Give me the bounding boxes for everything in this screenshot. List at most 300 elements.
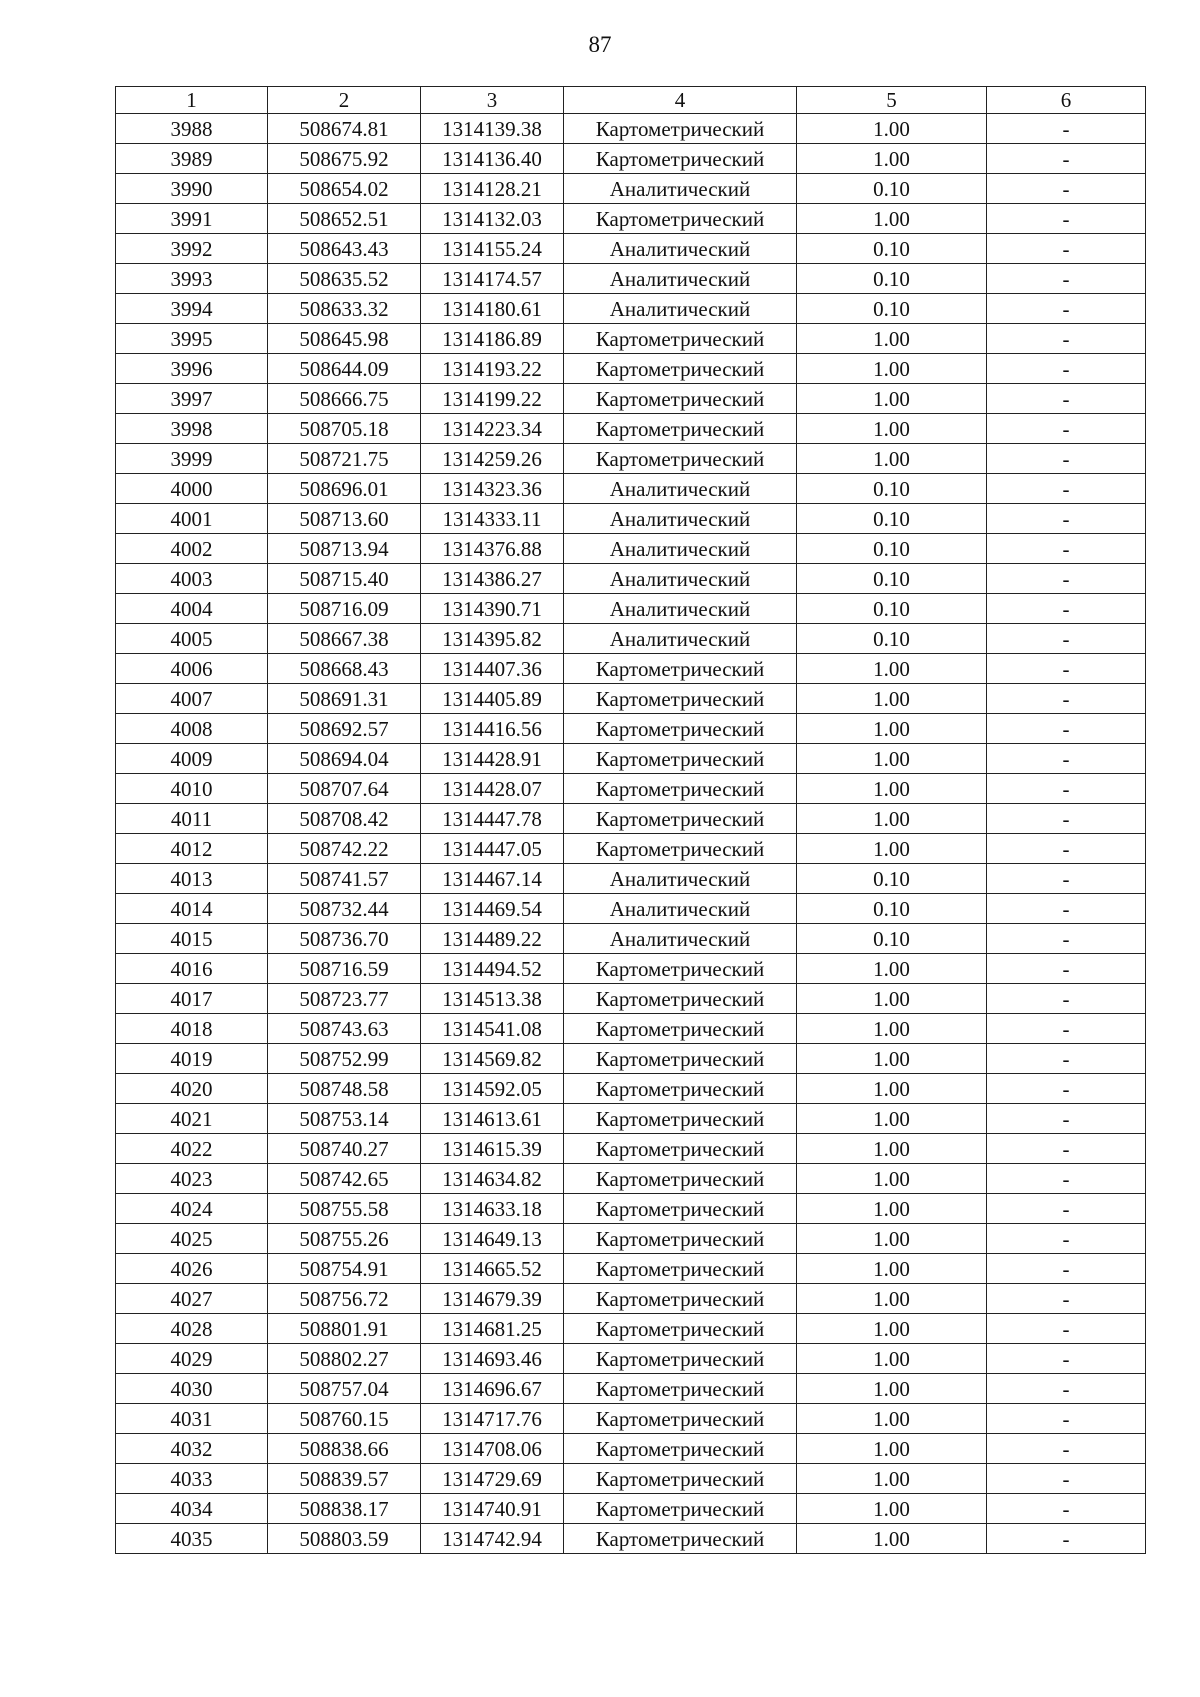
method-cell: Картометрический xyxy=(564,1434,797,1464)
table-row xyxy=(116,594,1146,624)
x-coordinate-cell: 508713.94 xyxy=(268,534,421,564)
method-cell: Аналитический xyxy=(564,294,797,324)
y-coordinate-cell: 1314405.89 xyxy=(421,684,564,714)
x-coordinate-cell: 508755.26 xyxy=(268,1224,421,1254)
method-cell: Картометрический xyxy=(564,834,797,864)
x-coordinate-cell: 508753.14 xyxy=(268,1104,421,1134)
method-cell: Картометрический xyxy=(564,1524,797,1554)
point-number-cell: 4035 xyxy=(116,1524,268,1554)
note-cell: - xyxy=(987,864,1146,894)
point-number-cell: 3990 xyxy=(116,174,268,204)
point-number-cell: 4000 xyxy=(116,474,268,504)
method-cell: Аналитический xyxy=(564,564,797,594)
y-coordinate-cell: 1314180.61 xyxy=(421,294,564,324)
method-cell: Картометрический xyxy=(564,954,797,984)
method-cell: Картометрический xyxy=(564,804,797,834)
column-header-6: 6 xyxy=(987,87,1146,114)
y-coordinate-cell: 1314132.03 xyxy=(421,204,564,234)
note-cell: - xyxy=(987,654,1146,684)
point-number-cell: 4022 xyxy=(116,1134,268,1164)
y-coordinate-cell: 1314469.54 xyxy=(421,894,564,924)
point-number-cell: 3993 xyxy=(116,264,268,294)
table-row xyxy=(116,744,1146,774)
x-coordinate-cell: 508633.32 xyxy=(268,294,421,324)
table-row xyxy=(116,684,1146,714)
accuracy-cell: 1.00 xyxy=(797,1044,987,1074)
point-number-cell: 4009 xyxy=(116,744,268,774)
y-coordinate-cell: 1314693.46 xyxy=(421,1344,564,1374)
y-coordinate-cell: 1314395.82 xyxy=(421,624,564,654)
table-row xyxy=(116,1194,1146,1224)
method-cell: Картометрический xyxy=(564,1464,797,1494)
x-coordinate-cell: 508716.09 xyxy=(268,594,421,624)
note-cell: - xyxy=(987,174,1146,204)
table-row xyxy=(116,114,1146,144)
table-row xyxy=(116,1314,1146,1344)
accuracy-cell: 1.00 xyxy=(797,144,987,174)
y-coordinate-cell: 1314136.40 xyxy=(421,144,564,174)
point-number-cell: 3997 xyxy=(116,384,268,414)
note-cell: - xyxy=(987,594,1146,624)
note-cell: - xyxy=(987,1014,1146,1044)
method-cell: Аналитический xyxy=(564,924,797,954)
table-row xyxy=(116,774,1146,804)
y-coordinate-cell: 1314428.07 xyxy=(421,774,564,804)
y-coordinate-cell: 1314569.82 xyxy=(421,1044,564,1074)
x-coordinate-cell: 508654.02 xyxy=(268,174,421,204)
point-number-cell: 4019 xyxy=(116,1044,268,1074)
note-cell: - xyxy=(987,774,1146,804)
method-cell: Картометрический xyxy=(564,1164,797,1194)
x-coordinate-cell: 508754.91 xyxy=(268,1254,421,1284)
table-row xyxy=(116,234,1146,264)
point-number-cell: 4014 xyxy=(116,894,268,924)
y-coordinate-cell: 1314174.57 xyxy=(421,264,564,294)
y-coordinate-cell: 1314259.26 xyxy=(421,444,564,474)
table-row xyxy=(116,564,1146,594)
point-number-cell: 4011 xyxy=(116,804,268,834)
accuracy-cell: 1.00 xyxy=(797,954,987,984)
x-coordinate-cell: 508666.75 xyxy=(268,384,421,414)
x-coordinate-cell: 508713.60 xyxy=(268,504,421,534)
note-cell: - xyxy=(987,294,1146,324)
y-coordinate-cell: 1314541.08 xyxy=(421,1014,564,1044)
method-cell: Аналитический xyxy=(564,624,797,654)
y-coordinate-cell: 1314223.34 xyxy=(421,414,564,444)
note-cell: - xyxy=(987,264,1146,294)
accuracy-cell: 1.00 xyxy=(797,1434,987,1464)
method-cell: Картометрический xyxy=(564,1284,797,1314)
method-cell: Аналитический xyxy=(564,264,797,294)
point-number-cell: 4027 xyxy=(116,1284,268,1314)
accuracy-cell: 1.00 xyxy=(797,1014,987,1044)
point-number-cell: 4016 xyxy=(116,954,268,984)
method-cell: Аналитический xyxy=(564,174,797,204)
accuracy-cell: 1.00 xyxy=(797,384,987,414)
accuracy-cell: 1.00 xyxy=(797,714,987,744)
y-coordinate-cell: 1314665.52 xyxy=(421,1254,564,1284)
y-coordinate-cell: 1314199.22 xyxy=(421,384,564,414)
note-cell: - xyxy=(987,1464,1146,1494)
y-coordinate-cell: 1314390.71 xyxy=(421,594,564,624)
point-number-cell: 3989 xyxy=(116,144,268,174)
y-coordinate-cell: 1314139.38 xyxy=(421,114,564,144)
method-cell: Картометрический xyxy=(564,1014,797,1044)
y-coordinate-cell: 1314513.38 xyxy=(421,984,564,1014)
accuracy-cell: 1.00 xyxy=(797,774,987,804)
note-cell: - xyxy=(987,324,1146,354)
y-coordinate-cell: 1314333.11 xyxy=(421,504,564,534)
method-cell: Картометрический xyxy=(564,684,797,714)
y-coordinate-cell: 1314407.36 xyxy=(421,654,564,684)
table-row xyxy=(116,1254,1146,1284)
accuracy-cell: 1.00 xyxy=(797,1254,987,1284)
method-cell: Картометрический xyxy=(564,114,797,144)
header-row xyxy=(116,87,1146,114)
y-coordinate-cell: 1314742.94 xyxy=(421,1524,564,1554)
x-coordinate-cell: 508760.15 xyxy=(268,1404,421,1434)
table-body xyxy=(116,114,1146,1554)
point-number-cell: 4003 xyxy=(116,564,268,594)
table-row xyxy=(116,1284,1146,1314)
accuracy-cell: 1.00 xyxy=(797,1224,987,1254)
accuracy-cell: 1.00 xyxy=(797,1404,987,1434)
accuracy-cell: 0.10 xyxy=(797,594,987,624)
y-coordinate-cell: 1314494.52 xyxy=(421,954,564,984)
accuracy-cell: 0.10 xyxy=(797,174,987,204)
accuracy-cell: 1.00 xyxy=(797,414,987,444)
point-number-cell: 4028 xyxy=(116,1314,268,1344)
point-number-cell: 3998 xyxy=(116,414,268,444)
point-number-cell: 4005 xyxy=(116,624,268,654)
table-row xyxy=(116,384,1146,414)
table-row xyxy=(116,714,1146,744)
note-cell: - xyxy=(987,954,1146,984)
point-number-cell: 4025 xyxy=(116,1224,268,1254)
note-cell: - xyxy=(987,234,1146,264)
x-coordinate-cell: 508748.58 xyxy=(268,1074,421,1104)
point-number-cell: 4004 xyxy=(116,594,268,624)
method-cell: Картометрический xyxy=(564,444,797,474)
point-number-cell: 4029 xyxy=(116,1344,268,1374)
method-cell: Картометрический xyxy=(564,1404,797,1434)
note-cell: - xyxy=(987,624,1146,654)
accuracy-cell: 1.00 xyxy=(797,444,987,474)
point-number-cell: 4001 xyxy=(116,504,268,534)
x-coordinate-cell: 508838.17 xyxy=(268,1494,421,1524)
table-row xyxy=(116,1134,1146,1164)
y-coordinate-cell: 1314323.36 xyxy=(421,474,564,504)
accuracy-cell: 1.00 xyxy=(797,1494,987,1524)
y-coordinate-cell: 1314376.88 xyxy=(421,534,564,564)
accuracy-cell: 0.10 xyxy=(797,234,987,264)
accuracy-cell: 0.10 xyxy=(797,504,987,534)
point-number-cell: 3999 xyxy=(116,444,268,474)
table-row xyxy=(116,444,1146,474)
note-cell: - xyxy=(987,1104,1146,1134)
x-coordinate-cell: 508708.42 xyxy=(268,804,421,834)
table-row xyxy=(116,1374,1146,1404)
method-cell: Картометрический xyxy=(564,1104,797,1134)
y-coordinate-cell: 1314729.69 xyxy=(421,1464,564,1494)
x-coordinate-cell: 508802.27 xyxy=(268,1344,421,1374)
x-coordinate-cell: 508801.91 xyxy=(268,1314,421,1344)
point-number-cell: 4032 xyxy=(116,1434,268,1464)
accuracy-cell: 1.00 xyxy=(797,1374,987,1404)
note-cell: - xyxy=(987,1494,1146,1524)
note-cell: - xyxy=(987,1134,1146,1164)
method-cell: Картометрический xyxy=(564,1044,797,1074)
method-cell: Картометрический xyxy=(564,1374,797,1404)
method-cell: Картометрический xyxy=(564,354,797,384)
accuracy-cell: 1.00 xyxy=(797,684,987,714)
method-cell: Картометрический xyxy=(564,204,797,234)
point-number-cell: 4034 xyxy=(116,1494,268,1524)
point-number-cell: 4015 xyxy=(116,924,268,954)
table-row xyxy=(116,864,1146,894)
y-coordinate-cell: 1314649.13 xyxy=(421,1224,564,1254)
method-cell: Аналитический xyxy=(564,504,797,534)
x-coordinate-cell: 508692.57 xyxy=(268,714,421,744)
accuracy-cell: 1.00 xyxy=(797,1134,987,1164)
table-row xyxy=(116,1104,1146,1134)
accuracy-cell: 1.00 xyxy=(797,744,987,774)
note-cell: - xyxy=(987,1314,1146,1344)
note-cell: - xyxy=(987,1074,1146,1104)
note-cell: - xyxy=(987,1284,1146,1314)
y-coordinate-cell: 1314681.25 xyxy=(421,1314,564,1344)
x-coordinate-cell: 508668.43 xyxy=(268,654,421,684)
table-row xyxy=(116,954,1146,984)
point-number-cell: 4023 xyxy=(116,1164,268,1194)
point-number-cell: 4006 xyxy=(116,654,268,684)
x-coordinate-cell: 508723.77 xyxy=(268,984,421,1014)
y-coordinate-cell: 1314717.76 xyxy=(421,1404,564,1434)
table-row xyxy=(116,354,1146,384)
method-cell: Картометрический xyxy=(564,714,797,744)
x-coordinate-cell: 508756.72 xyxy=(268,1284,421,1314)
note-cell: - xyxy=(987,144,1146,174)
column-header-2: 2 xyxy=(268,87,421,114)
note-cell: - xyxy=(987,444,1146,474)
y-coordinate-cell: 1314428.91 xyxy=(421,744,564,774)
note-cell: - xyxy=(987,744,1146,774)
table-row xyxy=(116,144,1146,174)
note-cell: - xyxy=(987,1404,1146,1434)
x-coordinate-cell: 508644.09 xyxy=(268,354,421,384)
note-cell: - xyxy=(987,1524,1146,1554)
accuracy-cell: 0.10 xyxy=(797,924,987,954)
x-coordinate-cell: 508694.04 xyxy=(268,744,421,774)
method-cell: Картометрический xyxy=(564,744,797,774)
note-cell: - xyxy=(987,504,1146,534)
point-number-cell: 3994 xyxy=(116,294,268,324)
accuracy-cell: 1.00 xyxy=(797,204,987,234)
table-row xyxy=(116,504,1146,534)
method-cell: Картометрический xyxy=(564,1074,797,1104)
table-row xyxy=(116,204,1146,234)
method-cell: Картометрический xyxy=(564,144,797,174)
y-coordinate-cell: 1314193.22 xyxy=(421,354,564,384)
point-number-cell: 4030 xyxy=(116,1374,268,1404)
point-number-cell: 3991 xyxy=(116,204,268,234)
point-number-cell: 4020 xyxy=(116,1074,268,1104)
y-coordinate-cell: 1314613.61 xyxy=(421,1104,564,1134)
point-number-cell: 4033 xyxy=(116,1464,268,1494)
method-cell: Картометрический xyxy=(564,1254,797,1284)
accuracy-cell: 1.00 xyxy=(797,1344,987,1374)
y-coordinate-cell: 1314679.39 xyxy=(421,1284,564,1314)
table-row xyxy=(116,294,1146,324)
accuracy-cell: 1.00 xyxy=(797,354,987,384)
column-header-3: 3 xyxy=(421,87,564,114)
note-cell: - xyxy=(987,414,1146,444)
table-row xyxy=(116,534,1146,564)
note-cell: - xyxy=(987,894,1146,924)
point-number-cell: 4010 xyxy=(116,774,268,804)
column-header-1: 1 xyxy=(116,87,268,114)
table-row xyxy=(116,1494,1146,1524)
method-cell: Картометрический xyxy=(564,984,797,1014)
table-row xyxy=(116,1464,1146,1494)
table-row xyxy=(116,474,1146,504)
x-coordinate-cell: 508721.75 xyxy=(268,444,421,474)
point-number-cell: 4021 xyxy=(116,1104,268,1134)
note-cell: - xyxy=(987,474,1146,504)
note-cell: - xyxy=(987,984,1146,1014)
point-number-cell: 4002 xyxy=(116,534,268,564)
note-cell: - xyxy=(987,1254,1146,1284)
x-coordinate-cell: 508691.31 xyxy=(268,684,421,714)
point-number-cell: 4013 xyxy=(116,864,268,894)
point-number-cell: 4008 xyxy=(116,714,268,744)
coordinates-table xyxy=(115,86,1146,1554)
y-coordinate-cell: 1314186.89 xyxy=(421,324,564,354)
y-coordinate-cell: 1314447.05 xyxy=(421,834,564,864)
x-coordinate-cell: 508715.40 xyxy=(268,564,421,594)
y-coordinate-cell: 1314447.78 xyxy=(421,804,564,834)
x-coordinate-cell: 508696.01 xyxy=(268,474,421,504)
y-coordinate-cell: 1314696.67 xyxy=(421,1374,564,1404)
note-cell: - xyxy=(987,1224,1146,1254)
accuracy-cell: 1.00 xyxy=(797,114,987,144)
table-row xyxy=(116,984,1146,1014)
table-row xyxy=(116,804,1146,834)
x-coordinate-cell: 508732.44 xyxy=(268,894,421,924)
note-cell: - xyxy=(987,1044,1146,1074)
x-coordinate-cell: 508752.99 xyxy=(268,1044,421,1074)
point-number-cell: 4017 xyxy=(116,984,268,1014)
x-coordinate-cell: 508674.81 xyxy=(268,114,421,144)
table-row xyxy=(116,264,1146,294)
point-number-cell: 4024 xyxy=(116,1194,268,1224)
x-coordinate-cell: 508736.70 xyxy=(268,924,421,954)
note-cell: - xyxy=(987,114,1146,144)
method-cell: Картометрический xyxy=(564,414,797,444)
point-number-cell: 3995 xyxy=(116,324,268,354)
note-cell: - xyxy=(987,684,1146,714)
table-row xyxy=(116,174,1146,204)
column-header-5: 5 xyxy=(797,87,987,114)
point-number-cell: 4018 xyxy=(116,1014,268,1044)
table-row xyxy=(116,654,1146,684)
point-number-cell: 4031 xyxy=(116,1404,268,1434)
method-cell: Картометрический xyxy=(564,324,797,354)
note-cell: - xyxy=(987,204,1146,234)
x-coordinate-cell: 508803.59 xyxy=(268,1524,421,1554)
x-coordinate-cell: 508740.27 xyxy=(268,1134,421,1164)
accuracy-cell: 1.00 xyxy=(797,1164,987,1194)
y-coordinate-cell: 1314489.22 xyxy=(421,924,564,954)
table-row xyxy=(116,1044,1146,1074)
y-coordinate-cell: 1314155.24 xyxy=(421,234,564,264)
note-cell: - xyxy=(987,714,1146,744)
table-row xyxy=(116,834,1146,864)
method-cell: Картометрический xyxy=(564,1194,797,1224)
accuracy-cell: 1.00 xyxy=(797,1464,987,1494)
method-cell: Аналитический xyxy=(564,534,797,564)
method-cell: Картометрический xyxy=(564,384,797,414)
table-row xyxy=(116,624,1146,654)
x-coordinate-cell: 508757.04 xyxy=(268,1374,421,1404)
accuracy-cell: 0.10 xyxy=(797,564,987,594)
table-row xyxy=(116,324,1146,354)
accuracy-cell: 1.00 xyxy=(797,1194,987,1224)
x-coordinate-cell: 508645.98 xyxy=(268,324,421,354)
table-row xyxy=(116,1224,1146,1254)
x-coordinate-cell: 508742.65 xyxy=(268,1164,421,1194)
point-number-cell: 3992 xyxy=(116,234,268,264)
method-cell: Аналитический xyxy=(564,474,797,504)
table-row xyxy=(116,1404,1146,1434)
y-coordinate-cell: 1314467.14 xyxy=(421,864,564,894)
note-cell: - xyxy=(987,1434,1146,1464)
method-cell: Картометрический xyxy=(564,1314,797,1344)
point-number-cell: 3988 xyxy=(116,114,268,144)
note-cell: - xyxy=(987,534,1146,564)
x-coordinate-cell: 508635.52 xyxy=(268,264,421,294)
x-coordinate-cell: 508675.92 xyxy=(268,144,421,174)
accuracy-cell: 1.00 xyxy=(797,804,987,834)
x-coordinate-cell: 508707.64 xyxy=(268,774,421,804)
accuracy-cell: 0.10 xyxy=(797,534,987,564)
note-cell: - xyxy=(987,1374,1146,1404)
method-cell: Картометрический xyxy=(564,1224,797,1254)
method-cell: Аналитический xyxy=(564,894,797,924)
y-coordinate-cell: 1314592.05 xyxy=(421,1074,564,1104)
accuracy-cell: 1.00 xyxy=(797,834,987,864)
table-row xyxy=(116,894,1146,924)
method-cell: Картометрический xyxy=(564,774,797,804)
x-coordinate-cell: 508716.59 xyxy=(268,954,421,984)
note-cell: - xyxy=(987,1194,1146,1224)
x-coordinate-cell: 508667.38 xyxy=(268,624,421,654)
table-header xyxy=(116,87,1146,114)
x-coordinate-cell: 508755.58 xyxy=(268,1194,421,1224)
accuracy-cell: 1.00 xyxy=(797,1104,987,1134)
x-coordinate-cell: 508743.63 xyxy=(268,1014,421,1044)
column-header-4: 4 xyxy=(564,87,797,114)
note-cell: - xyxy=(987,384,1146,414)
y-coordinate-cell: 1314633.18 xyxy=(421,1194,564,1224)
y-coordinate-cell: 1314634.82 xyxy=(421,1164,564,1194)
y-coordinate-cell: 1314740.91 xyxy=(421,1494,564,1524)
method-cell: Картометрический xyxy=(564,1134,797,1164)
accuracy-cell: 1.00 xyxy=(797,1074,987,1104)
table-row xyxy=(116,924,1146,954)
accuracy-cell: 0.10 xyxy=(797,624,987,654)
accuracy-cell: 0.10 xyxy=(797,474,987,504)
